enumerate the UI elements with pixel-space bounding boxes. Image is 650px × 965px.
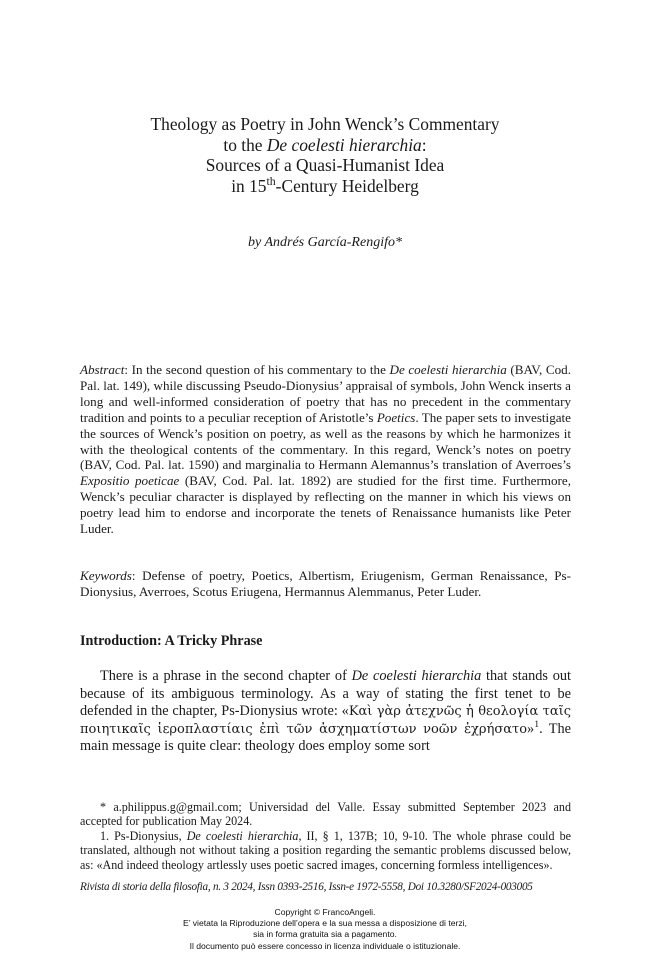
- copyright-line-2: E’ vietata la Riproduzione dell’opera e la sua messa a disposizione di terzi,: [183, 918, 467, 929]
- article-title: [80, 114, 570, 196]
- greek-quotation: Καὶ γὰρ ἀτεχνῶς ἡ θεολογία ταῖς ποιητικαῖς ἱεροπλαστίαις ἐπὶ τῶν ἀσχηματίστων νοῶν ἐχρήσατο: [80, 704, 572, 737]
- footnote-author: * a.philippus.g@gmail.com; Universidad del Valle. Essay submitted September 2023 and accepted for publication May 2024.: [80, 800, 571, 829]
- author-byline: by Andrés García-Rengifo*: [248, 235, 402, 250]
- footnote-ref-1[interactable]: 1: [534, 719, 540, 731]
- title-line-2: to the De coelesti hierarchia:: [223, 134, 427, 155]
- abstract: Abstract: In the second question of his commentary to the De coelesti hierarchia (BAV, Cod. Pal. lat. 149), while discussing Pseudo-Dionysius’ appraisal of symbols, John Wenck inserts a long and well-informed consideration of poetry that has no precedent in the commentary tradition and points to a peculiar reception of Aristotle’s Poetics. The paper sets to investigate the sources of Wenck’s position on poetry, as well as the reasons by which he harmonizes it with the theological contents of the commentary. In this regard, Wenck’s notes on poetry (BAV, Cod. Pal. lat. 1590) and marginalia to Hermann Alemannus’s translation of Averroes’s Expositio poeticae (BAV, Cod. Pal. lat. 1892) are studied for the first time. Furthermore, Wenck’s peculiar character is displayed by reflecting on the manner in which his views on poetry lead him to endorse and incorporate the tenets of Renaissance humanists like Peter Luder.: [80, 362, 571, 537]
- abstract-label: Abstract: [80, 362, 125, 377]
- title-line-1: Theology as Poetry in John Wenck’s Commentary: [150, 114, 500, 134]
- copyright-line-1: Copyright © FrancoAngeli.: [274, 907, 376, 917]
- title-line-4: in 15th-Century Heidelberg: [231, 173, 419, 196]
- copyright-line-4: Il documento può essere concesso in licenza individuale o istituzionale.: [189, 940, 461, 951]
- title-work-name: De coelesti hierarchia: [266, 134, 422, 155]
- journal-citation: Rivista di storia della filosofia, n. 3 2024, Issn 0393-2516, Issn-e 1972-5558, Doi 10.3280/SF2024-003005: [80, 881, 533, 893]
- body-paragraph: There is a phrase in the second chapter of De coelesti hierarchia that stands out because of its ambiguous terminology. As a way of stating the first tenet to be defended in the chapter, Ps-Dionysius wrote: «Καὶ γὰρ ἀτεχνῶς ἡ θεολογία ταῖς ποιητικαῖς ἱεροπλαστίαις ἐπὶ τῶν ἀσχηματίστων νοῶν ἐχρήσατο»$^1$. The main message is quite clear: theology does employ some sort: [80, 668, 572, 755]
- footnote-1: 1. Ps-Dionysius, De coelesti hierarchia, II, § 1, 137B; 10, 9-10. The whole phrase could be translated, although not without taking a position regarding the semantic problems discussed below, as: «And indeed theology artlessly uses poetic sacred images, concerning formless intelligences».: [80, 829, 571, 872]
- title-line-3: Sources of a Quasi-Humanist Idea: [205, 155, 445, 175]
- section-heading: Introduction: A Tricky Phrase: [80, 633, 263, 649]
- copyright-line-3: sia in forma gratuita sia a pagamento.: [253, 929, 397, 940]
- keywords-label: Keywords: [80, 568, 132, 583]
- copyright-notice: [0, 907, 650, 952]
- keywords: Keywords: Defense of poetry, Poetics, Albertism, Eriugenism, German Renaissance, Ps-Dionysius, Averroes, Scotus Eriugena, Hermannus Alemmanus, Peter Luder.: [80, 568, 571, 599]
